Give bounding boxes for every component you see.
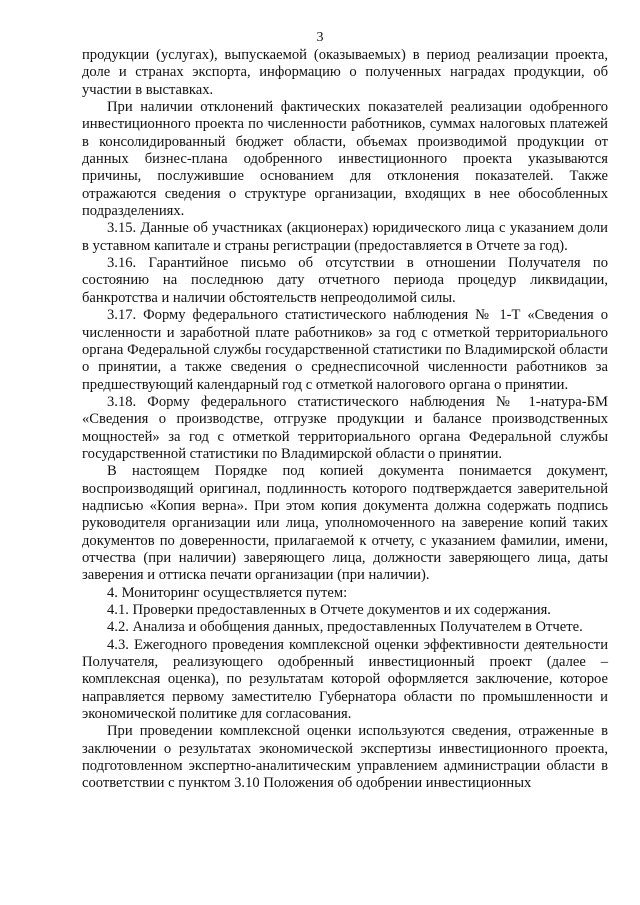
paragraph-4-3: 4.3. Ежегодного проведения комплексной оценки эффективности деятельности Получателя, реализующего одобренный инвестиционный проект (далее – комплексная оценка), по результатам которой оформляется заключение, которое направляется первому заместителю Губернатора области по промышленности и экономической политике для согласования. [82,636,608,723]
paragraph-4: 4. Мониторинг осуществляется путем: [107,584,348,601]
paragraph-4-1: 4.1. Проверки предоставленных в Отчете документов и их содержания. [107,602,551,618]
paragraph-complex-assessment: При проведении комплексной оценки используются сведения, отраженные в заключении о результатах экономической экспертизы инвестиционного проекта, подготовленном экспертно-аналитическим управлением администрации области в соответствии с пунктом 3.10 Положения об одобрении инвестиционных [82,723,608,792]
paragraph-3-15: 3.15. Данные об участниках (акционерах) юридического лица с указанием доли в уставном капитале и страны регистрации (предоставляется в Отчете за год). [82,220,608,254]
document-body [82,47,608,793]
paragraph-copy-definition: В настоящем Порядке под копией документа понимается документ, воспроизводящий оригинал, подлинность которого подтверждается заверительной надписью «Копия верна». При этом копия документа должна содержать подпись руководителя организации или лица, уполномоченного на заверение копий таких документов по доверенности, прилагаемой к отчету, с указанием фамилии, имени, отчества (при наличии) заверяющего лица, должности заверяющего лица, даты заверения и оттиска печати организации (при наличии). [82,463,608,584]
page-number: 3 [316,30,324,45]
paragraph-3-16: 3.16. Гарантийное письмо об отсутствии в отношении Получателя по состоянию на последнюю дату отчетного периода процедур ликвидации, банкротства и наличии обстоятельств непреодолимой силы. [82,255,608,306]
paragraph-3-18: 3.18. Форму федерального статистического наблюдения № 1-натура-БМ «Сведения о производстве, отгрузке продукции и балансе производственных мощностей» за год с отметкой территориального органа Федеральной службы государственной статистики по Владимирской области о принятии. [82,393,608,462]
paragraph-continued: продукции (услугах), выпускаемой (оказываемых) в период реализации проекта, доле и странах экспорта, информацию о полученных наградах продукции, об участии в выставках. [82,47,608,98]
paragraph-4-2: 4.2. Анализа и обобщения данных, предоставленных Получателем в Отчете. [107,619,583,636]
paragraph-3-17: 3.17. Форму федерального статистического наблюдения № 1-Т «Сведения о численности и заработной плате работников» за год с отметкой территориального органа Федеральной службы государственной статистики по Владимирской области о принятии, а также сведения о среднесписочной численности работников за предшествующий календарный год с отметкой налогового органа о принятии. [82,307,608,393]
paragraph-deviations: При наличии отклонений фактических показателей реализации одобренного инвестиционного проекта по численности работников, суммах налоговых платежей в консолидированный бюджет области, объемах производимой продукции от данных бизнес-плана одобренного инвестиционного проекта указываются причины, послужившие основанием для отклонения показателей. Также отражаются сведения о структуре организации, входящих в нее обособленных подразделениях. [82,99,608,220]
